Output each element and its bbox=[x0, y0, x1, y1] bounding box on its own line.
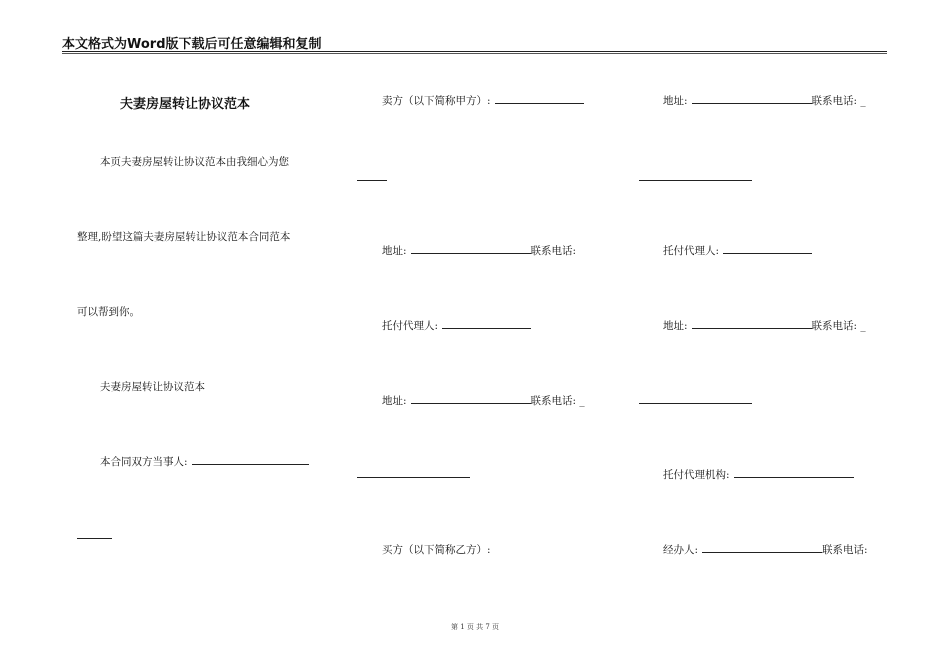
seller-agent-address-line bbox=[382, 393, 585, 408]
header-rule-thin bbox=[62, 53, 887, 54]
handler-blank[interactable] bbox=[702, 542, 822, 553]
parties-label: 本合同双方当事人: bbox=[100, 456, 188, 468]
buyer-label: 买方（以下简称乙方）: bbox=[382, 544, 491, 556]
seller-address-blank[interactable] bbox=[411, 243, 531, 254]
seller-agent-line bbox=[382, 318, 531, 333]
page-footer: 第 1 页 共 7 页 bbox=[450, 623, 500, 631]
seller-address-label: 地址: bbox=[382, 245, 407, 257]
seller-agent-phone-blank[interactable] bbox=[357, 467, 470, 478]
seller-blank[interactable] bbox=[495, 93, 584, 104]
address-blank-2[interactable] bbox=[692, 318, 812, 329]
address-line-2 bbox=[663, 318, 866, 333]
parties-continuation bbox=[77, 528, 112, 542]
seller-continuation bbox=[357, 170, 387, 184]
seller-label: 卖方（以下简称甲方）: bbox=[382, 95, 491, 107]
intro-line-1: 本页夫妻房屋转让协议范本由我细心为您 bbox=[100, 156, 289, 168]
agency-blank[interactable] bbox=[734, 467, 854, 478]
seller-address-line bbox=[382, 243, 576, 258]
handler-line bbox=[663, 542, 868, 557]
parties-line bbox=[100, 454, 309, 469]
document-title: 夫妻房屋转让协议范本 bbox=[120, 97, 251, 112]
address-line-1 bbox=[663, 93, 866, 108]
phone-continuation-2 bbox=[639, 393, 752, 407]
agent-label-2: 托付代理人: bbox=[663, 245, 720, 257]
seller-blank-continued[interactable] bbox=[357, 170, 387, 181]
parties-blank-continued[interactable] bbox=[77, 528, 112, 539]
address-blank-1[interactable] bbox=[692, 93, 812, 104]
seller-phone-label: 联系电话: bbox=[530, 245, 577, 257]
address-label-2: 地址: bbox=[663, 320, 688, 332]
agency-label: 托付代理机构: bbox=[663, 469, 730, 481]
phone-blank-1[interactable] bbox=[639, 170, 752, 181]
phone-label-2: 联系电话: _ bbox=[811, 320, 866, 332]
seller-agent-blank[interactable] bbox=[442, 318, 531, 329]
handler-phone-label: 联系电话: bbox=[822, 544, 868, 556]
seller-line bbox=[382, 93, 584, 108]
seller-agent-address-label: 地址: bbox=[382, 395, 407, 407]
seller-agent-address-blank[interactable] bbox=[411, 393, 531, 404]
address-label-1: 地址: bbox=[663, 95, 688, 107]
seller-agent-label: 托付代理人: bbox=[382, 320, 439, 332]
intro-line-3: 可以帮到你。 bbox=[77, 306, 140, 318]
document-header: 本文格式为Word版下载后可任意编辑和复制 bbox=[62, 37, 322, 52]
seller-agent-phone-continuation bbox=[357, 467, 470, 481]
header-rule bbox=[62, 51, 887, 52]
agency-line bbox=[663, 467, 854, 482]
buyer-line bbox=[382, 542, 491, 557]
agent-line-2 bbox=[663, 243, 812, 258]
agent-blank-2[interactable] bbox=[723, 243, 812, 254]
handler-label: 经办人: bbox=[663, 544, 699, 556]
phone-label-1: 联系电话: _ bbox=[811, 95, 866, 107]
intro-line-2: 整理,盼望这篇夫妻房屋转让协议范本合同范本 bbox=[77, 231, 291, 243]
phone-blank-2[interactable] bbox=[639, 393, 752, 404]
parties-blank[interactable] bbox=[192, 454, 309, 465]
seller-agent-phone-label: 联系电话: _ bbox=[530, 395, 585, 407]
phone-continuation-1 bbox=[639, 170, 752, 184]
contract-subtitle: 夫妻房屋转让协议范本 bbox=[100, 381, 205, 393]
